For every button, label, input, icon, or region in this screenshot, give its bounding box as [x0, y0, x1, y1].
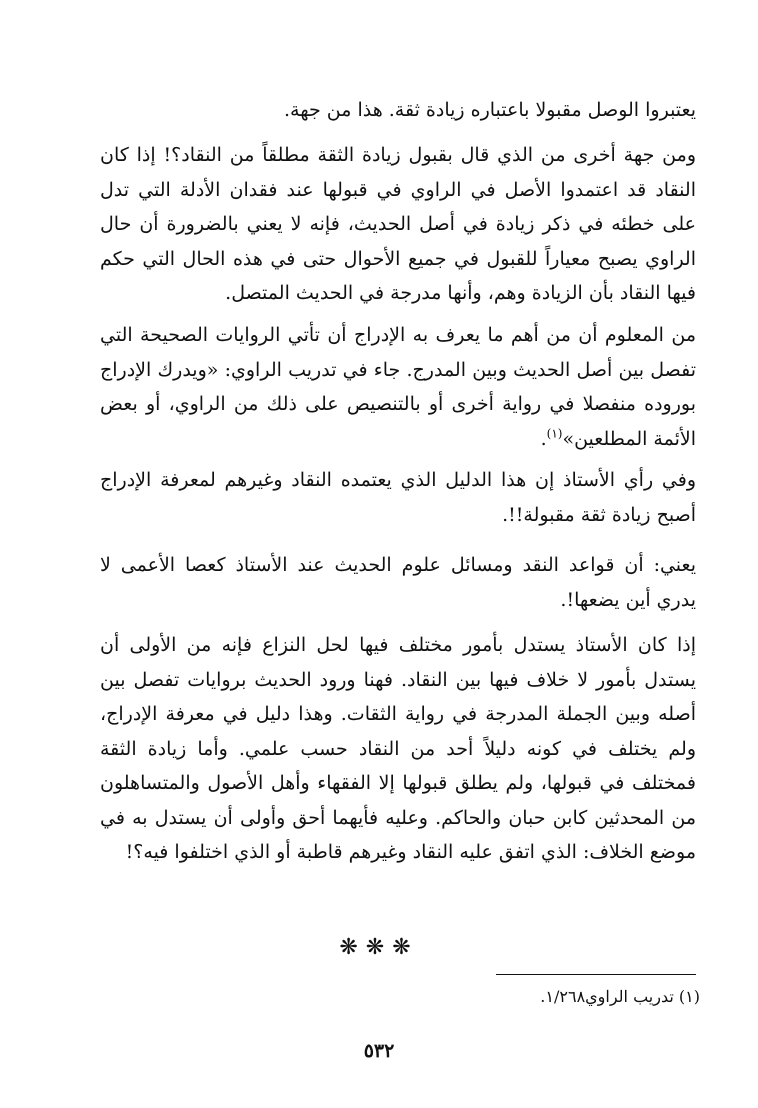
paragraph-3-container — [100, 318, 696, 456]
paragraph-4-text: وفي رأي الأستاذ إن هذا الدليل الذي يعتمده النقاد وغيرهم لمعرفة الإدراج أصبح زيادة ثقة مقبولة!!. — [100, 469, 696, 526]
paragraph-6-text: إذا كان الأستاذ يستدل بأمور مختلف فيها لحل النزاع فإنه من الأولى أن يستدل بأمور لا خلاف فيها بين النقاد. فهنا ورود الحديث بروايات تفصل بين أصله وبين الجملة المدرجة في رواية الثقات. وهذا دليل في معرفة الإدراج، ولم يختلف في كونه دليلاً أحد من النقاد حسب علمي. وأما زيادة الثقة فمختلف في قبولها، ولم يطلق قبولها إلا الفقهاء وأهل الأصول والمتساهلون من المحدثين كابن حبان والحاكم. وعليه فأيهما أحق وأولى أن يستدل به في موضع الخلاف: الذي اتفق عليه النقاد وغيرهم قاطبة أو الذي اختلفوا فيه؟! — [100, 634, 696, 863]
paragraph-2 — [100, 138, 696, 311]
paragraph-3-end: . — [540, 427, 547, 450]
paragraph-4 — [100, 463, 696, 532]
paragraph-5-text: يعني: أن قواعد النقد ومسائل علوم الحديث عند الأستاذ كعصا الأعمى لا يدري أين يضعها!. — [100, 554, 696, 611]
paragraph-6 — [100, 628, 696, 870]
paragraph-3-text: من المعلوم أن من أهم ما يعرف به الإدراج أن تأتي الروايات الصحيحة التي تفصل بين أصل الحديث وبين المدرج. جاء في تدريب الراوي: «ويدرك الإدراج بوروده منفصلا في رواية أخرى أو بالتنصيص على ذلك من الراوي، أو بعض الأئمة المطلعين» — [100, 324, 696, 450]
paragraph-2-text: ومن جهة أخرى من الذي قال بقبول زيادة الثقة مطلقاً من النقاد؟! إذا كان النقاد قد اعتمدوا الأصل في الراوي في قبولها عند فقدان الأدلة التي تدل على خطئه في ذكر زيادة في أصل الحديث، فإنه لا يعني بالضرورة أن حال الراوي يصبح معياراً للقبول في جميع الأحوال حتى في هذه الحال التي حكم فيها النقاد بأن الزيادة وهم، وأنها مدرجة في الحديث المتصل. — [100, 144, 696, 304]
footnote-separator — [496, 974, 696, 975]
page-number: ٥٣٢ — [363, 1040, 395, 1062]
paragraph-3 — [100, 318, 696, 456]
section-divider-ornament: ❋❋❋ — [339, 935, 419, 960]
paragraph-5 — [100, 548, 696, 617]
footnote-reference[interactable]: (١) — [546, 426, 563, 441]
paragraph-1 — [100, 93, 696, 128]
paragraph-1-text: يعتبروا الوصل مقبولا باعتباره زيادة ثقة. هذا من جهة. — [284, 99, 696, 121]
footnote: (١) تدريب الراوي١/٢٦٨. — [540, 987, 700, 1006]
